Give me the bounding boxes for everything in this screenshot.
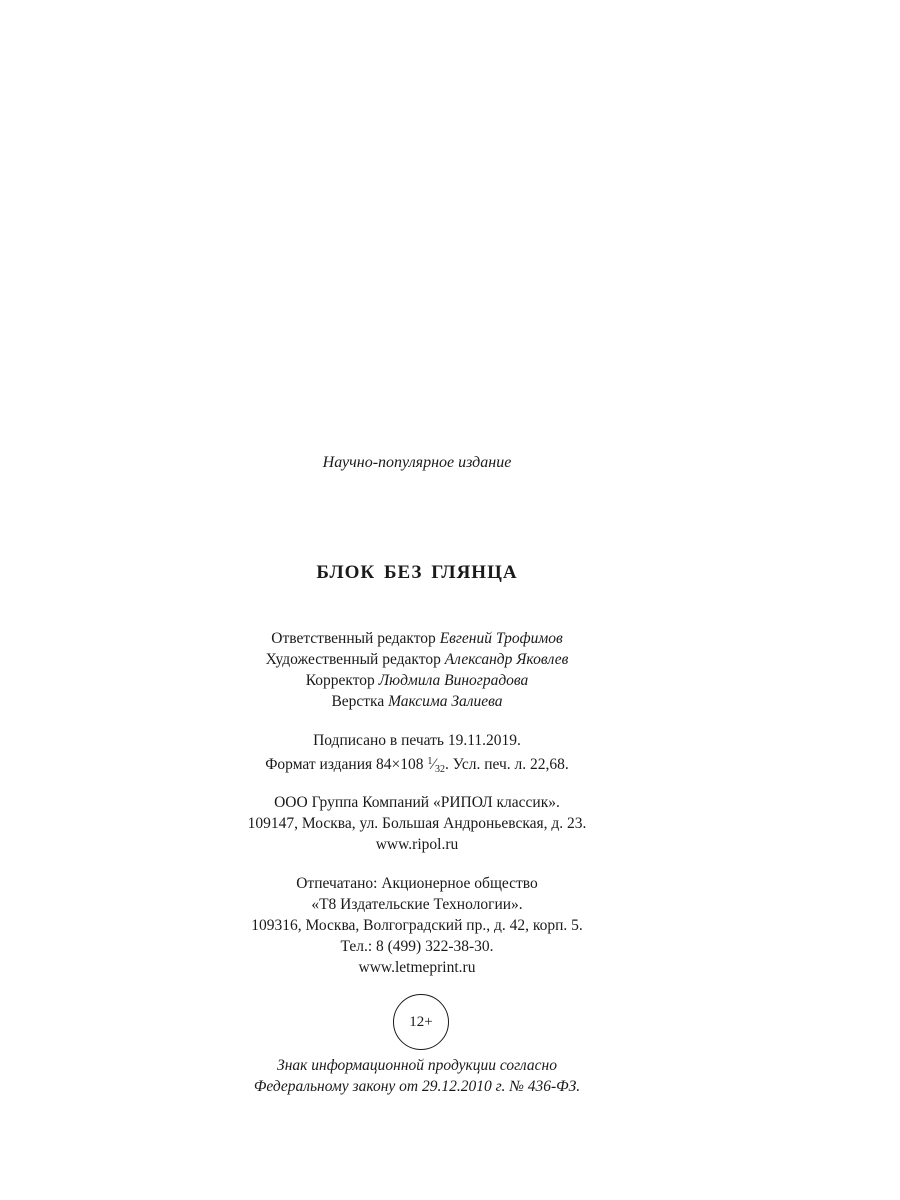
printer-block — [0, 873, 834, 978]
publisher-website: www.ripol.ru — [375, 836, 459, 853]
printer-line-1: Отпечатано: Акционерное общество — [296, 875, 538, 892]
credit-line — [0, 670, 834, 691]
credit-line — [0, 691, 834, 712]
credit-line — [0, 649, 834, 670]
credit-role: Ответственный редактор — [271, 630, 436, 647]
credit-role: Художественный редактор — [265, 651, 441, 668]
print-info-block — [0, 730, 834, 780]
publisher-block — [0, 792, 834, 855]
printer-phone: Тел.: 8 (499) 322-38-30. — [340, 938, 494, 955]
edition-type: Научно-популярное издание — [322, 454, 512, 471]
credit-name: Александр Яковлев — [444, 651, 569, 668]
age-rating-badge — [393, 994, 449, 1050]
printer-website: www.letmeprint.ru — [358, 959, 476, 976]
publisher-address: 109147, Москва, ул. Большая Андроньевская, д. 23. — [247, 815, 587, 832]
credit-role: Корректор — [305, 672, 375, 689]
info-product-notice — [0, 1055, 834, 1097]
age-rating-text: 12+ — [409, 1013, 433, 1030]
credits-block — [0, 628, 834, 712]
format-separator: ⁄ — [432, 756, 435, 773]
publisher-name: ООО Группа Компаний «РИПОЛ классик». — [274, 794, 560, 811]
format-line — [0, 751, 834, 780]
credit-name: Евгений Трофимов — [439, 630, 563, 647]
credit-name: Людмила Виноградова — [378, 672, 529, 689]
format-numerator: 1 — [427, 756, 433, 767]
credit-name: Максима Залиева — [388, 693, 503, 710]
printer-address: 109316, Москва, Волгоградский пр., д. 42, корп. 5. — [251, 917, 583, 934]
credit-line — [0, 628, 834, 649]
signed-date: Подписано в печать 19.11.2019. — [313, 732, 521, 749]
credit-role: Верстка — [331, 693, 385, 710]
notice-line-2: Федеральному закону от 29.12.2010 г. № 436-ФЗ. — [253, 1078, 581, 1095]
printer-line-2: «Т8 Издательские Технологии». — [311, 896, 523, 913]
format-prefix: Формат издания 84×108 — [265, 756, 424, 773]
book-title: БЛОК БЕЗ ГЛЯНЦА — [316, 562, 518, 583]
notice-line-1: Знак информационной продукции согласно — [277, 1057, 557, 1074]
format-fraction — [427, 756, 445, 773]
format-suffix: . Усл. печ. л. 22,68. — [445, 756, 569, 773]
format-denominator: 32 — [435, 764, 445, 775]
